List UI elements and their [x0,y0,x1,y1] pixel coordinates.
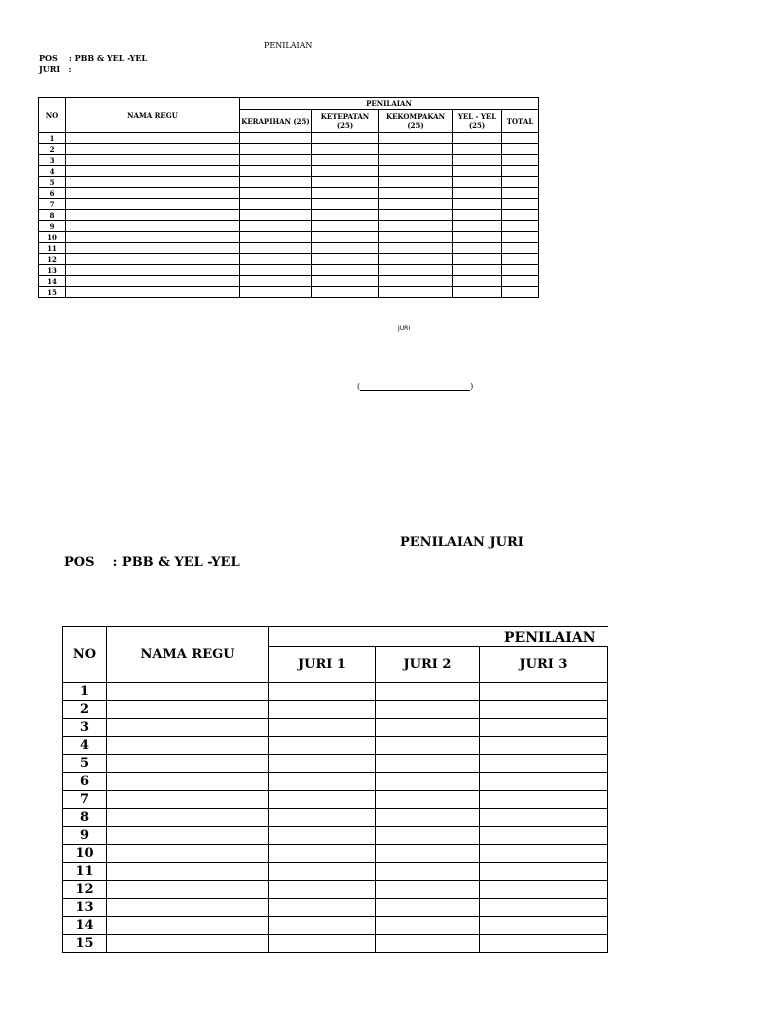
row-number: 15 [39,287,66,298]
col-group-header-penilaian: PENILAIAN [269,627,608,647]
row-number: 11 [63,863,107,881]
score-cell[interactable] [453,177,502,188]
score-cell[interactable] [480,935,608,953]
row-number: 2 [63,701,107,719]
nama-regu-cell[interactable] [66,243,240,254]
form1-title: PENILAIAN [264,41,313,50]
score-cell[interactable] [453,155,502,166]
col-header-yel-yel: YEL - YEL (25) [453,110,502,133]
table-row [63,845,608,863]
score-cell[interactable] [502,232,539,243]
score-cell[interactable] [502,265,539,276]
score-cell[interactable] [453,221,502,232]
score-cell[interactable] [269,827,376,845]
form1-signature-blank: ( ) [357,382,474,391]
nama-regu-cell[interactable] [66,155,240,166]
nama-regu-cell[interactable] [66,133,240,144]
table-row [63,755,608,773]
score-cell[interactable] [312,144,379,155]
score-cell[interactable] [379,243,453,254]
score-cell[interactable] [480,737,608,755]
score-cell[interactable] [502,287,539,298]
nama-regu-cell[interactable] [107,755,269,773]
table-row [39,221,539,232]
row-number: 1 [39,133,66,144]
score-cell[interactable] [269,701,376,719]
row-number: 13 [63,899,107,917]
col-header-kerapihan: KERAPIHAN (25) [240,110,312,133]
score-cell[interactable] [376,827,480,845]
score-cell[interactable] [480,701,608,719]
score-cell[interactable] [312,188,379,199]
score-cell[interactable] [379,155,453,166]
score-cell[interactable] [480,845,608,863]
table-row [63,719,608,737]
table-row [39,144,539,155]
score-cell[interactable] [502,177,539,188]
score-cell[interactable] [480,899,608,917]
score-cell[interactable] [376,683,480,701]
score-cell[interactable] [453,188,502,199]
row-number: 5 [39,177,66,188]
row-number: 11 [39,243,66,254]
col-header-nama-regu: NAMA REGU [66,98,240,133]
nama-regu-cell[interactable] [107,683,269,701]
nama-regu-cell[interactable] [66,232,240,243]
score-cell[interactable] [379,177,453,188]
col-header-juri-3: JURI 3 [480,647,608,683]
nama-regu-cell[interactable] [107,809,269,827]
nama-regu-cell[interactable] [66,221,240,232]
score-cell[interactable] [376,773,480,791]
row-number: 7 [63,791,107,809]
score-cell[interactable] [379,254,453,265]
row-number: 3 [63,719,107,737]
form2-pos-line: POS : PBB & YEL -YEL [64,555,240,570]
form2-judge-table [62,626,608,953]
score-cell[interactable] [453,243,502,254]
table-row [39,287,539,298]
col-header-total: TOTAL [502,110,539,133]
score-cell[interactable] [269,737,376,755]
row-number: 10 [63,845,107,863]
col-header-ketepatan: KETEPATAN (25) [312,110,379,133]
score-cell[interactable] [376,845,480,863]
row-number: 13 [39,265,66,276]
row-number: 1 [63,683,107,701]
row-number: 12 [63,881,107,899]
score-cell[interactable] [240,254,312,265]
nama-regu-cell[interactable] [107,701,269,719]
row-number: 14 [39,276,66,287]
table-row [63,899,608,917]
row-number: 4 [63,737,107,755]
score-cell[interactable] [379,221,453,232]
nama-regu-cell[interactable] [66,265,240,276]
score-cell[interactable] [269,773,376,791]
row-number: 9 [63,827,107,845]
score-cell[interactable] [376,881,480,899]
score-cell[interactable] [240,287,312,298]
nama-regu-cell[interactable] [107,935,269,953]
row-number: 10 [39,232,66,243]
nama-regu-cell[interactable] [66,210,240,221]
score-cell[interactable] [312,199,379,210]
score-cell[interactable] [453,199,502,210]
score-cell[interactable] [312,133,379,144]
score-cell[interactable] [480,863,608,881]
score-cell[interactable] [379,265,453,276]
nama-regu-cell[interactable] [66,276,240,287]
score-cell[interactable] [376,899,480,917]
row-number: 9 [39,221,66,232]
score-cell[interactable] [379,199,453,210]
score-cell[interactable] [453,133,502,144]
score-cell[interactable] [312,210,379,221]
score-cell[interactable] [379,133,453,144]
row-number: 3 [39,155,66,166]
table-row [63,827,608,845]
score-cell[interactable] [480,809,608,827]
score-cell[interactable] [379,144,453,155]
score-cell[interactable] [379,276,453,287]
score-cell[interactable] [379,188,453,199]
score-cell[interactable] [269,863,376,881]
score-cell[interactable] [240,188,312,199]
nama-regu-cell[interactable] [107,863,269,881]
score-cell[interactable] [502,144,539,155]
row-number: 12 [39,254,66,265]
table-row [39,210,539,221]
row-number: 8 [63,809,107,827]
score-cell[interactable] [453,265,502,276]
score-cell[interactable] [240,210,312,221]
score-cell[interactable] [240,276,312,287]
score-cell[interactable] [240,199,312,210]
nama-regu-cell[interactable] [66,144,240,155]
score-cell[interactable] [453,276,502,287]
score-cell[interactable] [376,935,480,953]
nama-regu-cell[interactable] [107,719,269,737]
score-cell[interactable] [269,755,376,773]
score-cell[interactable] [312,265,379,276]
nama-regu-cell[interactable] [66,177,240,188]
score-cell[interactable] [240,232,312,243]
score-cell[interactable] [502,254,539,265]
score-cell[interactable] [269,791,376,809]
score-cell[interactable] [453,210,502,221]
row-number: 6 [39,188,66,199]
score-cell[interactable] [502,155,539,166]
row-number: 14 [63,917,107,935]
score-cell[interactable] [312,287,379,298]
score-cell[interactable] [376,719,480,737]
score-cell[interactable] [502,210,539,221]
table-row [63,737,608,755]
score-cell[interactable] [269,935,376,953]
nama-regu-cell[interactable] [107,845,269,863]
score-cell[interactable] [240,243,312,254]
nama-regu-cell[interactable] [107,791,269,809]
table-row [39,232,539,243]
score-cell[interactable] [312,232,379,243]
score-cell[interactable] [312,155,379,166]
score-cell[interactable] [240,177,312,188]
col-header-kekompakan: KEKOMPAKAN (25) [379,110,453,133]
nama-regu-cell[interactable] [107,827,269,845]
score-cell[interactable] [379,166,453,177]
form1-juri-line: JURI : [39,64,72,74]
score-cell[interactable] [480,917,608,935]
table-row [39,243,539,254]
score-cell[interactable] [502,276,539,287]
score-cell[interactable] [379,210,453,221]
form1-pos-line: POS : PBB & YEL -YEL [39,53,148,63]
score-cell[interactable] [269,881,376,899]
form2-title: PENILAIAN JURI [400,535,524,550]
score-cell[interactable] [240,133,312,144]
score-cell[interactable] [502,166,539,177]
col-header-no: NO [39,98,66,133]
score-cell[interactable] [312,177,379,188]
row-number: 7 [39,199,66,210]
row-number: 5 [63,755,107,773]
score-cell[interactable] [312,243,379,254]
score-cell[interactable] [453,232,502,243]
score-cell[interactable] [502,188,539,199]
score-cell[interactable] [502,221,539,232]
nama-regu-cell[interactable] [66,199,240,210]
score-cell[interactable] [453,166,502,177]
score-cell[interactable] [453,254,502,265]
table-row [39,199,539,210]
nama-regu-cell[interactable] [66,166,240,177]
table-row [63,791,608,809]
score-cell[interactable] [312,221,379,232]
nama-regu-cell[interactable] [107,737,269,755]
col-header-juri-2: JURI 2 [376,647,480,683]
score-cell[interactable] [379,287,453,298]
table-row [63,701,608,719]
score-cell[interactable] [376,791,480,809]
table-row [39,177,539,188]
score-cell[interactable] [269,845,376,863]
nama-regu-cell[interactable] [66,188,240,199]
score-cell[interactable] [502,199,539,210]
col-group-header-penilaian: PENILAIAN [240,98,539,110]
score-cell[interactable] [376,755,480,773]
table-row [63,881,608,899]
row-number: 8 [39,210,66,221]
table-row [63,863,608,881]
nama-regu-cell[interactable] [107,881,269,899]
score-cell[interactable] [502,243,539,254]
nama-regu-cell[interactable] [107,899,269,917]
table-row [39,155,539,166]
score-cell[interactable] [240,166,312,177]
score-cell[interactable] [376,917,480,935]
score-cell[interactable] [240,221,312,232]
score-cell[interactable] [376,863,480,881]
score-cell[interactable] [312,166,379,177]
score-cell[interactable] [376,701,480,719]
row-number: 2 [39,144,66,155]
score-cell[interactable] [240,144,312,155]
table-row [39,265,539,276]
table-row [63,809,608,827]
score-cell[interactable] [453,144,502,155]
table-row [63,683,608,701]
score-cell[interactable] [269,683,376,701]
score-cell[interactable] [312,254,379,265]
col-header-no: NO [63,627,107,683]
score-cell[interactable] [480,827,608,845]
table-row [63,917,608,935]
score-cell[interactable] [376,737,480,755]
table-row [63,935,608,953]
table-row [63,773,608,791]
form1-score-table [38,97,539,298]
score-cell[interactable] [376,809,480,827]
table-row [39,166,539,177]
score-cell[interactable] [480,773,608,791]
score-cell[interactable] [312,276,379,287]
score-cell[interactable] [269,917,376,935]
nama-regu-cell[interactable] [107,917,269,935]
score-cell[interactable] [480,881,608,899]
table-row [39,188,539,199]
nama-regu-cell[interactable] [66,287,240,298]
score-cell[interactable] [480,719,608,737]
score-cell[interactable] [453,287,502,298]
score-cell[interactable] [240,265,312,276]
col-header-nama-regu: NAMA REGU [107,627,269,683]
table-row [39,254,539,265]
table-row [39,133,539,144]
score-cell[interactable] [480,755,608,773]
nama-regu-cell[interactable] [107,773,269,791]
score-cell[interactable] [480,683,608,701]
table-row [39,276,539,287]
row-number: 4 [39,166,66,177]
form1-signature-label: JURI [398,325,411,332]
col-header-juri-1: JURI 1 [269,647,376,683]
row-number: 15 [63,935,107,953]
score-cell[interactable] [379,232,453,243]
score-cell[interactable] [269,899,376,917]
row-number: 6 [63,773,107,791]
score-cell[interactable] [240,155,312,166]
score-cell[interactable] [269,719,376,737]
nama-regu-cell[interactable] [66,254,240,265]
score-cell[interactable] [269,809,376,827]
score-cell[interactable] [502,133,539,144]
score-cell[interactable] [480,791,608,809]
